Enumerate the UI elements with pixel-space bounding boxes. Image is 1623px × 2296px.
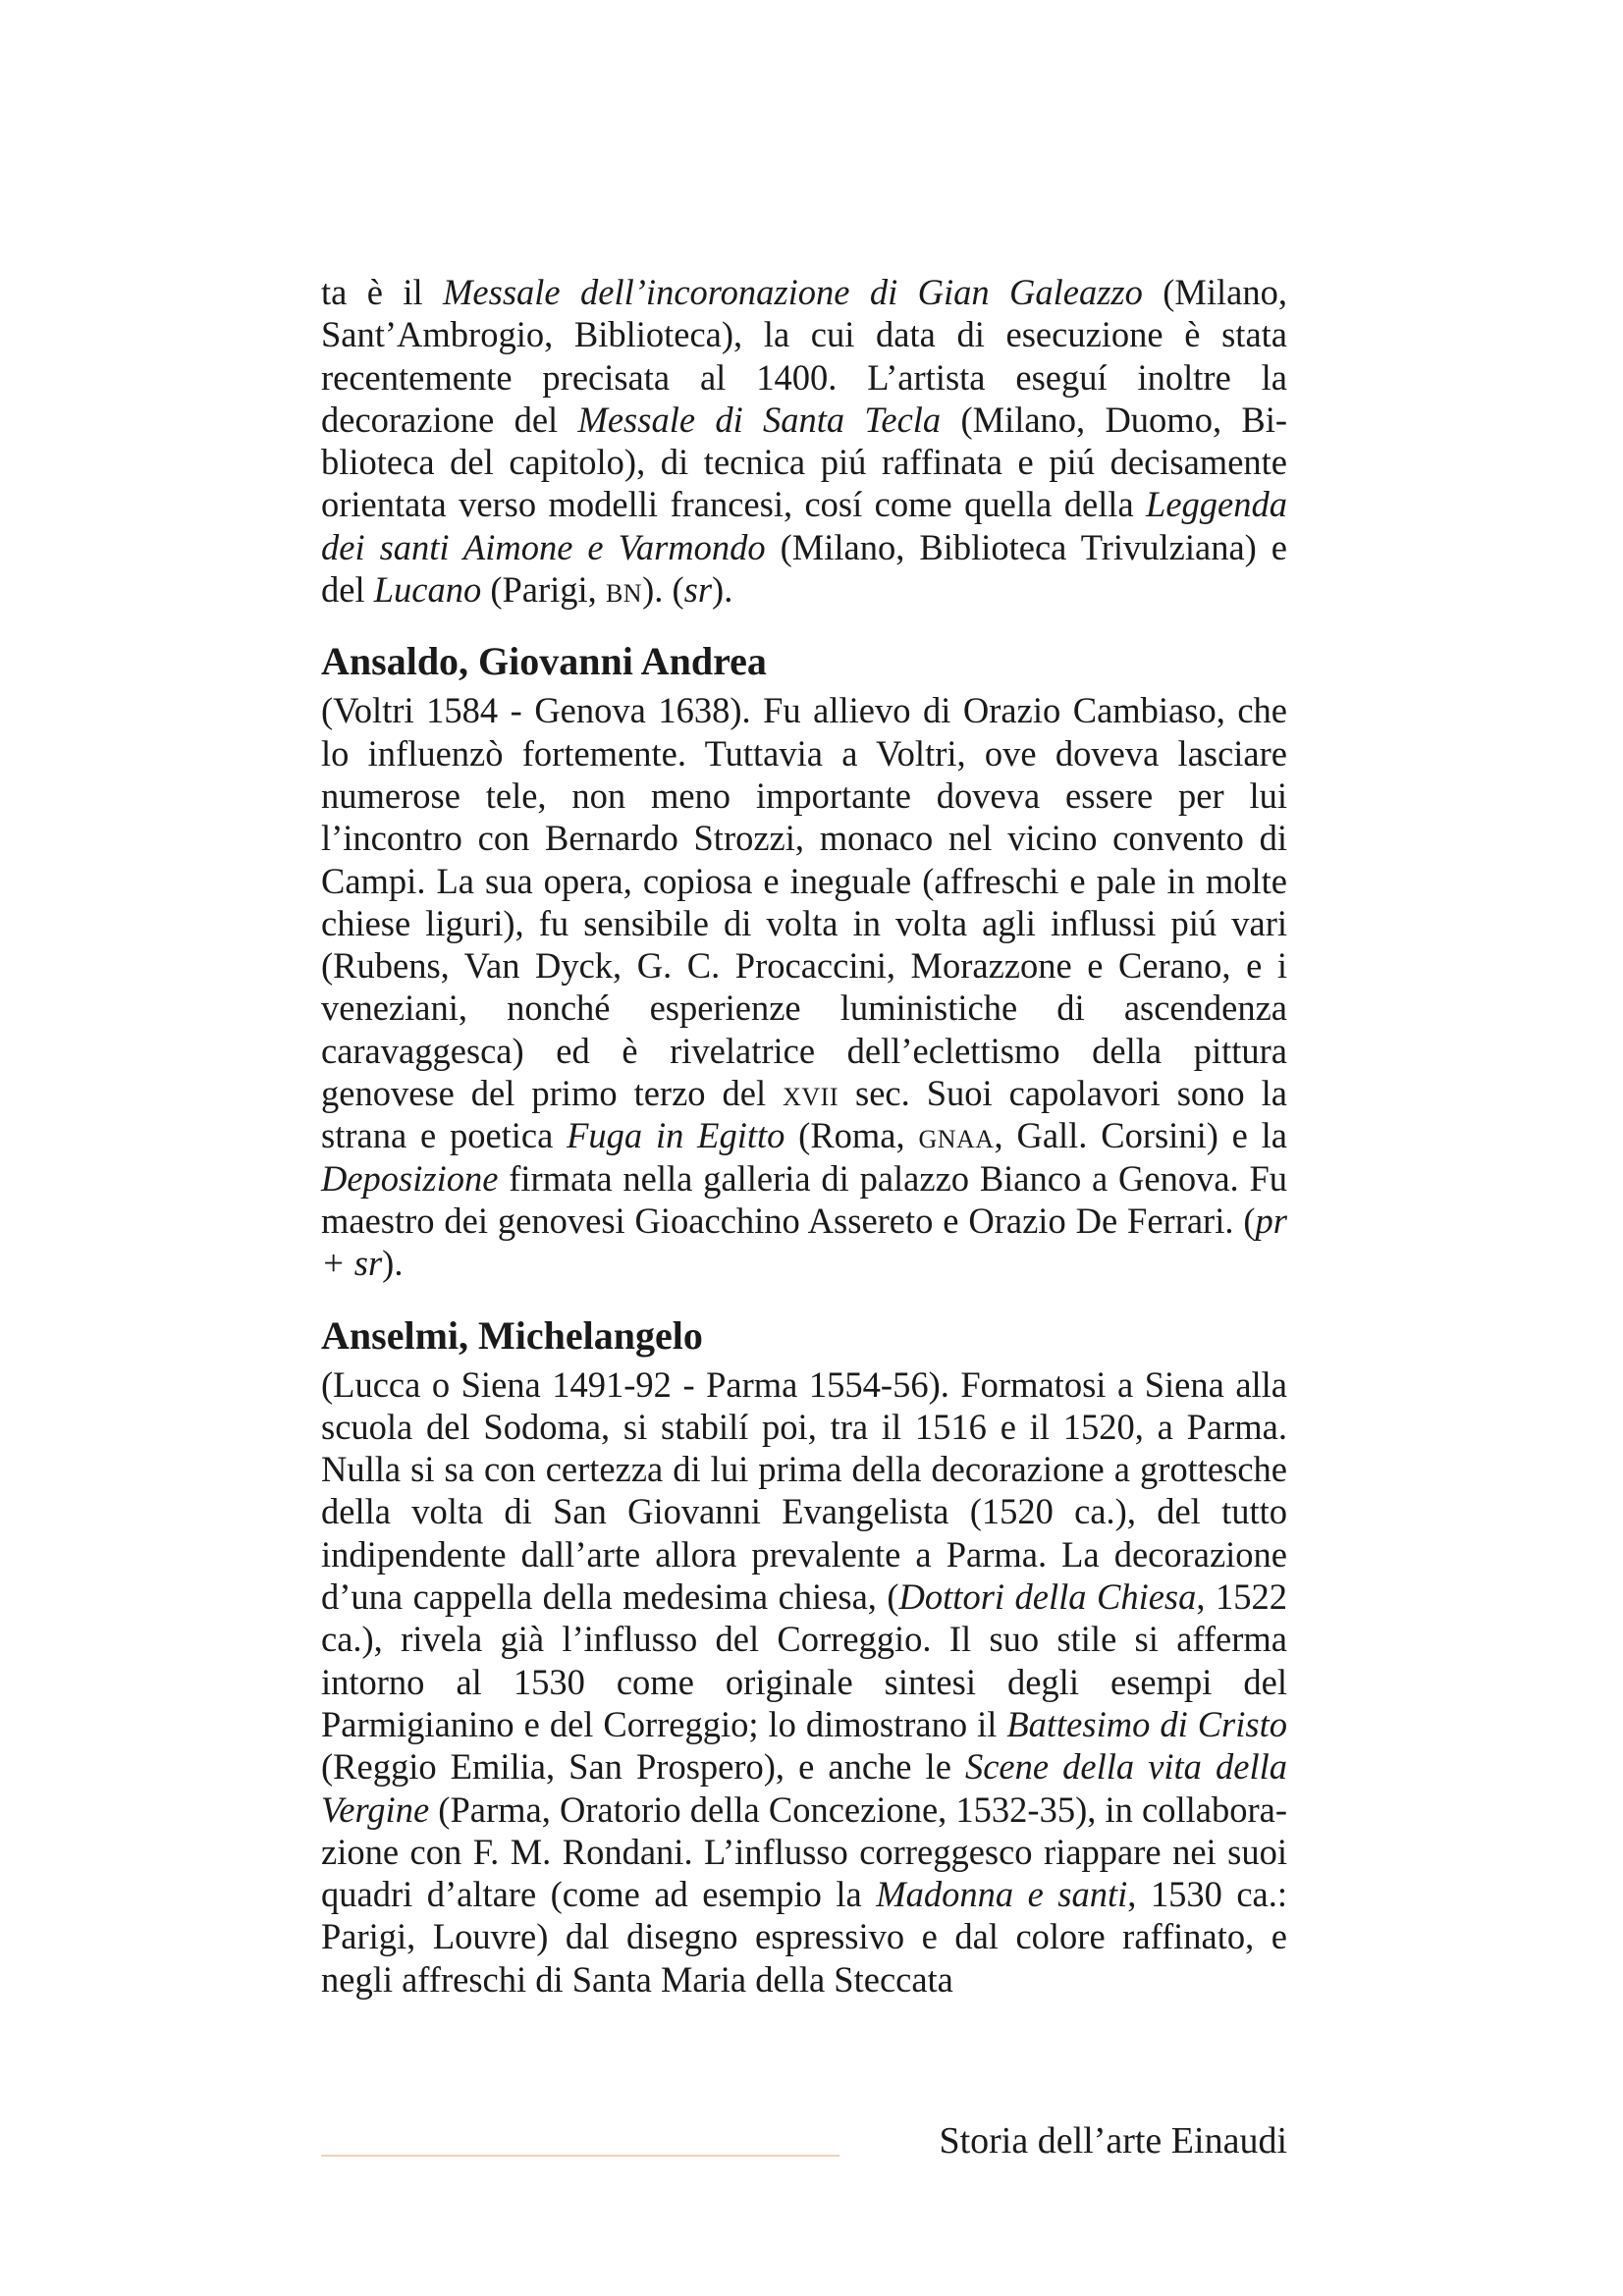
text-run: (Milano, Biblioteca Trivulziana) e del bbox=[321, 526, 1287, 611]
small-caps-abbreviation: xvii bbox=[783, 1073, 839, 1114]
text-run: (Lucca o Siena 1491-92 - Parma 1554-56). Formatosi a Siena alla scuola del Sodoma, si stabilí poi, tra il 1516 e il 1520, a Parma. Nulla si sa con certezza di lui prima della decorazione a grottesche della volta di San Giovanni Evangelista (1520 ca.), del tutto indipendente dall’arte allora prevalente a Parma. La decorazione d’una cappella della medesima chiesa, ( bbox=[321, 1363, 1287, 1618]
italic-title: Lucano bbox=[373, 569, 482, 611]
text-run: ). bbox=[382, 1243, 404, 1284]
italic-title: Madonna e santi bbox=[876, 1874, 1128, 1915]
text-run: , Gall. Corsini) e la bbox=[994, 1115, 1288, 1156]
text-run: (Reggio Emilia, San Prospero), e anche le bbox=[321, 1746, 965, 1788]
page-content bbox=[321, 271, 1287, 2001]
text-run: sec. Suoi capolavori sono la strana e poetica bbox=[321, 1073, 1287, 1156]
entry-heading-ansaldo: Ansaldo, Giovanni Andrea bbox=[321, 639, 767, 684]
text-run: (Parma, Oratorio della Concezione, 1532-35), in collaborazione con F. M. Rondani. L’influsso correggesco riappare nei suoi quadri d’altare (come ad esempio la bbox=[321, 1789, 1287, 1915]
italic-title: Battesimo di Cristo bbox=[1006, 1703, 1287, 1744]
text-run: , 1530 ca.: Parigi, Louvre) dal disegno espressivo e dal colore raffinato, e negli affreschi di Santa Maria della Steccata bbox=[321, 1874, 1287, 2000]
italic-title: Messale di Santa Tecla bbox=[577, 399, 942, 440]
italic-title: Deposizione bbox=[321, 1157, 499, 1199]
text-run: (Voltri 1584 - Genova 1638). Fu allievo di Orazio Cambiaso, che lo influenzò fortemente. Tuttavia a Voltri, ove doveva lasciare numerose tele, non meno importante doveva essere per lui l’incontro con Bernardo Strozzi, monaco nel vicino convento di Campi. La sua opera, copiosa e ineguale (affreschi e pale in molte chiese liguri), fu sensibile di volta in volta agli influssi piú vari (Rubens, Van Dyck, G. C. Procaccini, Morazzone e Cerano, e i veneziani, nonché esperienze luministiche di ascendenza caravaggesca) ed è rivelatrice dell’eclettismo della pittura genovese del primo terzo del bbox=[321, 690, 1287, 1114]
text-run: firmata nella galleria di palazzo Bianco a Genova. Fu maestro dei genovesi Gioacchino Assereto e Orazio De Ferrari. ( bbox=[321, 1157, 1287, 1241]
entry-body-ansaldo bbox=[321, 689, 1287, 1284]
text-run: ). ( bbox=[642, 569, 684, 611]
text-run: (Roma, bbox=[784, 1115, 919, 1156]
text-run: (Milano, Sant’Ambrogio, Biblioteca), la cui data di esecuzione è stata recentemente precisata al 1400. L’artista eseguí inoltre la decorazione del bbox=[321, 272, 1287, 440]
italic-title: Messale dell’incoronazione di Gian Galeazzo bbox=[443, 272, 1143, 312]
small-caps-abbreviation: bn bbox=[605, 569, 643, 611]
italic-title: pr + sr bbox=[321, 1200, 1287, 1284]
text-run: ta è il bbox=[321, 272, 444, 312]
text-run: (Parigi, bbox=[481, 569, 606, 611]
small-caps-abbreviation: gnaa bbox=[918, 1115, 995, 1156]
italic-title: sr bbox=[683, 569, 713, 611]
italic-title: Dottori della Chiesa bbox=[898, 1576, 1197, 1618]
italic-title: Leggenda dei santi Aimone e Varmondo bbox=[321, 484, 1287, 567]
text-run: , 1522 ca.), rivela già l’influsso del Correggio. Il suo stile si afferma intorno al 1530 come originale sintesi degli esempi del Parmigianino e del Correggio; lo dimostrano il bbox=[321, 1576, 1288, 1744]
entry-continuation-text bbox=[321, 271, 1287, 611]
footer-rule bbox=[321, 2155, 839, 2157]
italic-title: Fuga in Egitto bbox=[567, 1115, 785, 1156]
text-run: ). bbox=[712, 569, 733, 611]
entry-heading-anselmi: Anselmi, Michelangelo bbox=[321, 1312, 703, 1358]
text-run: (Milano, Duomo, Biblioteca del capitolo), di tecnica piú raffinata e piú decisamente orientata verso modelli francesi, cosí come quella della bbox=[321, 399, 1287, 525]
footer-publisher-title: Storia dell’arte Einaudi bbox=[939, 2120, 1287, 2162]
italic-title: Scene della vita della Vergine bbox=[321, 1746, 1287, 1830]
entry-body-anselmi bbox=[321, 1363, 1287, 2001]
